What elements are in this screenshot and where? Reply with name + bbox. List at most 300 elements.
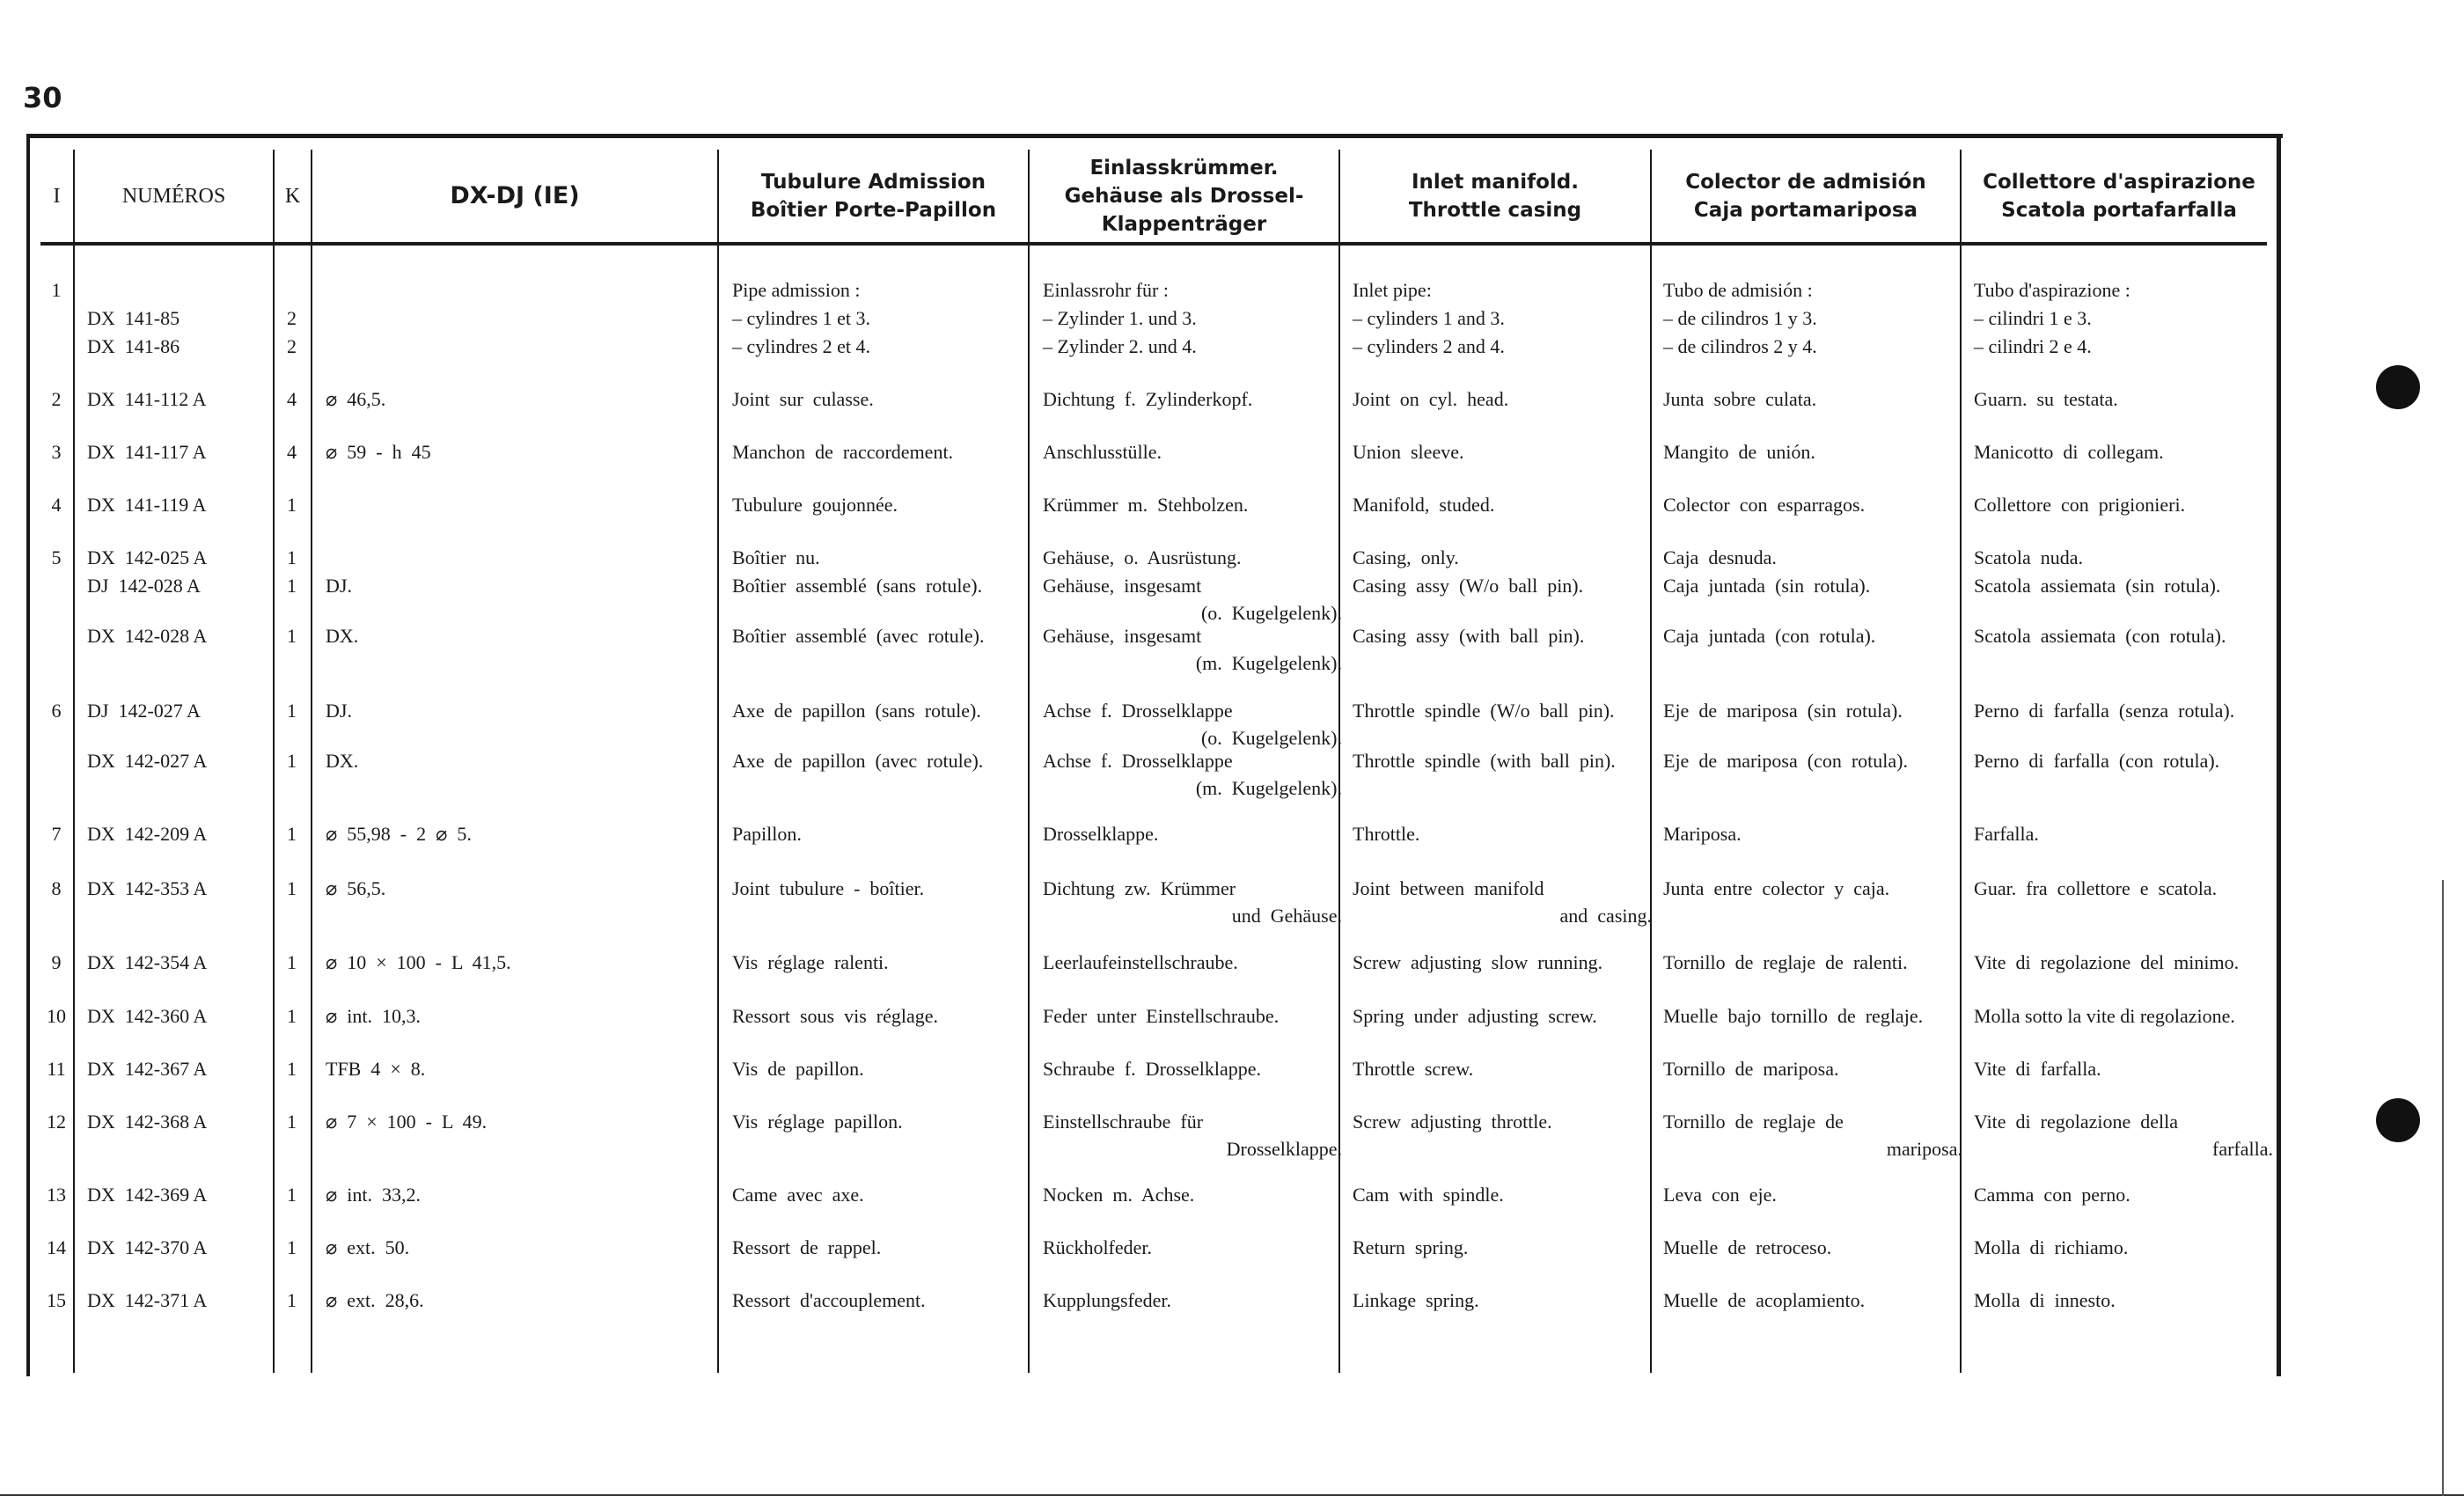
desc-fr — [732, 572, 1031, 599]
header-en-line: Throttle casing — [1408, 198, 1582, 222]
desc-es-line: Tubo de admisión : — [1663, 279, 1813, 301]
desc-de-line: Dichtung zw. Krümmer — [1043, 877, 1236, 899]
desc-en — [1353, 747, 1652, 774]
desc-de — [1043, 1002, 1342, 1030]
desc-fr-line: Axe de papillon (sans rotule). — [732, 700, 981, 722]
desc-it-line: Farfalla. — [1974, 823, 2039, 845]
desc-it — [1974, 747, 2273, 774]
part-number: DX 142-025 A — [87, 546, 208, 568]
desc-en-line: Union sleeve. — [1353, 441, 1464, 463]
desc-it-line: Molla di innesto. — [1974, 1289, 2116, 1311]
desc-de — [1043, 544, 1342, 571]
desc-de-line: und Gehäuse. — [1231, 905, 1342, 927]
desc-en-line: Spring under adjusting screw. — [1353, 1005, 1597, 1027]
desc-es — [1663, 820, 1962, 847]
desc-es — [1663, 949, 1962, 976]
quantity: 1 — [287, 575, 297, 597]
desc-fr-line: – cylindres 1 et 3. — [732, 307, 871, 329]
part-spec: DX. — [326, 625, 359, 647]
desc-en — [1353, 1287, 1652, 1314]
desc-fr — [732, 1287, 1031, 1314]
desc-es-line: Eje de mariposa (sin rotula). — [1663, 700, 1903, 722]
desc-en-line: Casing assy (W/o ball pin). — [1353, 575, 1584, 597]
desc-es-line: Muelle de acoplamiento. — [1663, 1289, 1866, 1311]
desc-fr — [732, 544, 1031, 571]
desc-de — [1043, 747, 1342, 802]
part-number: DX 142-360 A — [87, 1005, 208, 1027]
desc-es-line: Caja juntada (con rotula). — [1663, 625, 1876, 647]
desc-en-line: Throttle spindle (with ball pin). — [1353, 750, 1616, 772]
row-index: 10 — [47, 1005, 66, 1027]
desc-de-line: (o. Kugelgelenk). — [1200, 602, 1342, 624]
header-de — [1030, 150, 1338, 242]
desc-fr-line: Ressort de rappel. — [732, 1236, 882, 1258]
desc-it-line: Guarn. su testata. — [1974, 388, 2118, 410]
desc-fr-line: Ressort d'accouplement. — [732, 1289, 926, 1311]
desc-es-line: Junta sobre culata. — [1663, 388, 1817, 410]
desc-it — [1974, 1108, 2273, 1162]
column-divider — [311, 150, 312, 1373]
desc-it-line: – cilindri 2 e 4. — [1974, 335, 2092, 357]
part-spec: ⌀ 55,98 - 2 ⌀ 5. — [326, 823, 472, 845]
desc-es — [1663, 875, 1962, 902]
desc-de — [1043, 820, 1342, 847]
header-es-line: Caja portamariposa — [1693, 198, 1918, 222]
row-index: 14 — [47, 1236, 66, 1258]
desc-en-line: Throttle spindle (W/o ball pin). — [1353, 700, 1615, 722]
desc-de-line: Rückholfeder. — [1043, 1236, 1153, 1258]
desc-it — [1974, 333, 2273, 360]
row-index: 6 — [51, 700, 62, 722]
desc-es-line: mariposa. — [1886, 1138, 1962, 1160]
desc-fr — [732, 1181, 1031, 1208]
row-index: 5 — [51, 546, 62, 568]
header-rule — [40, 242, 2267, 246]
desc-de-line: (m. Kugelgelenk). — [1195, 652, 1342, 674]
desc-de-line: (m. Kugelgelenk). — [1195, 777, 1342, 799]
punch-hole — [2376, 365, 2420, 409]
desc-en-line: Joint between manifold — [1353, 877, 1544, 899]
desc-fr-line: Papillon. — [732, 823, 802, 845]
row-index: 2 — [51, 388, 62, 410]
row-index: 3 — [51, 441, 62, 463]
desc-fr-line: Tubulure goujonnée. — [732, 494, 898, 516]
desc-it — [1974, 304, 2273, 332]
desc-fr-line: Joint tubulure - boîtier. — [732, 877, 925, 899]
column-divider — [273, 150, 275, 1373]
desc-es — [1663, 1002, 1962, 1030]
desc-fr-line: Joint sur culasse. — [732, 388, 874, 410]
desc-fr — [732, 747, 1031, 774]
frame-top-rule — [28, 134, 2283, 138]
desc-en-line: Screw adjusting throttle. — [1353, 1111, 1552, 1133]
desc-de-line: Drosselklappe. — [1226, 1138, 1342, 1160]
desc-de-line: – Zylinder 2. und 4. — [1043, 335, 1197, 357]
header-k: K — [284, 184, 301, 208]
desc-es-line: Mangito de unión. — [1663, 441, 1815, 463]
header-numeros: NUMÉROS — [121, 184, 226, 208]
frame-left-rule — [26, 134, 30, 1376]
desc-fr — [732, 438, 1031, 466]
desc-fr — [732, 622, 1031, 649]
desc-es — [1663, 276, 1962, 304]
desc-en — [1353, 304, 1652, 332]
desc-en — [1353, 491, 1652, 518]
desc-de — [1043, 304, 1342, 332]
desc-fr — [732, 491, 1031, 518]
desc-it — [1974, 491, 2273, 518]
quantity: 2 — [287, 307, 297, 329]
header-model: DX-DJ (IE) — [450, 181, 580, 209]
row-index: 8 — [51, 877, 62, 899]
desc-es — [1663, 1181, 1962, 1208]
desc-fr — [732, 820, 1031, 847]
header-it-line: Scatola portafarfalla — [2001, 198, 2237, 222]
desc-de-line: – Zylinder 1. und 3. — [1043, 307, 1197, 329]
desc-fr — [732, 385, 1031, 413]
desc-de — [1043, 949, 1342, 976]
desc-en — [1353, 697, 1652, 724]
desc-de — [1043, 875, 1342, 929]
header-de-line: Einlasskrümmer. — [1089, 156, 1279, 180]
desc-de-line: (o. Kugelgelenk). — [1200, 727, 1342, 749]
desc-de-line: Achse f. Drosselklappe — [1043, 700, 1233, 722]
quantity: 4 — [287, 441, 297, 463]
desc-de-line: Gehäuse, insgesamt — [1043, 625, 1202, 647]
desc-es-line: Colector con esparragos. — [1663, 494, 1866, 516]
quantity: 1 — [287, 750, 297, 772]
desc-it-line: Molla sotto la vite di regolazione. — [1974, 1005, 2235, 1027]
quantity: 1 — [287, 625, 297, 647]
quantity: 1 — [287, 1005, 297, 1027]
desc-es — [1663, 544, 1962, 571]
part-spec: ⌀ int. 10,3. — [326, 1005, 421, 1027]
desc-en-line: Screw adjusting slow running. — [1353, 951, 1603, 973]
desc-de — [1043, 697, 1342, 752]
part-spec: ⌀ ext. 50. — [326, 1236, 410, 1258]
part-number: DX 142-367 A — [87, 1058, 208, 1080]
desc-de-line: Nocken m. Achse. — [1043, 1184, 1195, 1206]
desc-en-line: Inlet pipe: — [1353, 279, 1432, 301]
desc-en — [1353, 1002, 1652, 1030]
quantity: 1 — [287, 823, 297, 845]
desc-fr-line: Axe de papillon (avec rotule). — [732, 750, 984, 772]
quantity: 1 — [287, 700, 297, 722]
part-number: DJ 142-028 A — [87, 575, 201, 597]
desc-en-line: Casing, only. — [1353, 546, 1459, 568]
desc-de — [1043, 333, 1342, 360]
desc-it-line: Perno di farfalla (senza rotula). — [1974, 700, 2235, 722]
part-spec: ⌀ ext. 28,6. — [326, 1289, 424, 1311]
desc-es — [1663, 385, 1962, 413]
desc-it — [1974, 572, 2273, 599]
desc-de-line: Kupplungsfeder. — [1043, 1289, 1172, 1311]
desc-fr-line: Pipe admission : — [732, 279, 861, 301]
desc-fr-line: Came avec axe. — [732, 1184, 864, 1206]
header-es — [1652, 150, 1960, 242]
desc-en — [1353, 949, 1652, 976]
desc-en — [1353, 572, 1652, 599]
desc-fr-line: Vis réglage papillon. — [732, 1111, 903, 1133]
desc-de — [1043, 1234, 1342, 1261]
row-index: 9 — [51, 951, 62, 973]
part-number: DX 142-370 A — [87, 1236, 208, 1258]
part-spec: ⌀ 59 - h 45 — [326, 441, 431, 463]
desc-de — [1043, 276, 1342, 304]
desc-fr-line: – cylindres 2 et 4. — [732, 335, 871, 357]
desc-en-line: Throttle. — [1353, 823, 1420, 845]
desc-en-line: Cam with spindle. — [1353, 1184, 1504, 1206]
desc-en — [1353, 276, 1652, 304]
desc-en — [1353, 333, 1652, 360]
desc-fr — [732, 1002, 1031, 1030]
desc-de-line: Gehäuse, insgesamt — [1043, 575, 1202, 597]
desc-fr-line: Boîtier assemblé (sans rotule). — [732, 575, 983, 597]
desc-en-line: and casing. — [1559, 905, 1652, 927]
desc-de-line: Drosselklappe. — [1043, 823, 1159, 845]
header-it-line: Collettore d'aspirazione — [1983, 170, 2255, 194]
desc-en — [1353, 622, 1652, 649]
desc-es — [1663, 1234, 1962, 1261]
desc-fr — [732, 949, 1031, 976]
desc-es — [1663, 747, 1962, 774]
header-fr-line: Boîtier Porte-Papillon — [750, 198, 997, 222]
desc-de — [1043, 572, 1342, 627]
desc-de — [1043, 438, 1342, 466]
desc-it-line: Tubo d'aspirazione : — [1974, 279, 2130, 301]
quantity: 4 — [287, 388, 297, 410]
quantity: 1 — [287, 877, 297, 899]
part-number: DX 142-209 A — [87, 823, 208, 845]
desc-it — [1974, 697, 2273, 724]
desc-en — [1353, 1108, 1652, 1135]
row-index: 13 — [47, 1184, 66, 1206]
desc-fr-line: Boîtier assemblé (avec rotule). — [732, 625, 985, 647]
desc-it-line: Scatola assiemata (sin rotula). — [1974, 575, 2221, 597]
desc-de-line: Anschlusstülle. — [1043, 441, 1162, 463]
desc-es — [1663, 491, 1962, 518]
quantity: 2 — [287, 335, 297, 357]
row-index: 1 — [51, 279, 62, 301]
desc-it-line: Scatola nuda. — [1974, 546, 2084, 568]
part-number: DX 141-85 — [87, 307, 180, 329]
desc-es-line: Caja juntada (sin rotula). — [1663, 575, 1871, 597]
desc-fr — [732, 875, 1031, 902]
desc-fr — [732, 276, 1031, 304]
header-de-line: Gehäuse als Drossel- — [1064, 184, 1304, 208]
page-number: 30 — [23, 81, 62, 114]
desc-en — [1353, 1055, 1652, 1082]
quantity: 1 — [287, 1289, 297, 1311]
desc-fr — [732, 1234, 1031, 1261]
desc-en — [1353, 875, 1652, 929]
desc-it — [1974, 875, 2273, 902]
part-spec: ⌀ int. 33,2. — [326, 1184, 421, 1206]
desc-es — [1663, 1055, 1962, 1082]
desc-it — [1974, 544, 2273, 571]
desc-en — [1353, 1234, 1652, 1261]
desc-en — [1353, 438, 1652, 466]
desc-de — [1043, 1108, 1342, 1162]
desc-en — [1353, 544, 1652, 571]
column-divider — [73, 150, 75, 1373]
desc-es — [1663, 697, 1962, 724]
desc-it-line: Vite di regolazione della — [1974, 1111, 2179, 1133]
desc-es — [1663, 304, 1962, 332]
desc-it — [1974, 622, 2273, 649]
desc-es-line: Tornillo de reglaje de — [1663, 1111, 1844, 1133]
desc-en — [1353, 385, 1652, 413]
desc-de — [1043, 1055, 1342, 1082]
row-index: 12 — [47, 1111, 66, 1133]
desc-de — [1043, 491, 1342, 518]
desc-fr — [732, 333, 1031, 360]
desc-it — [1974, 1234, 2273, 1261]
part-number: DX 142-368 A — [87, 1111, 208, 1133]
desc-de-line: Einstellschraube für — [1043, 1111, 1204, 1133]
header-en — [1340, 150, 1650, 242]
desc-it — [1974, 1055, 2273, 1082]
row-index: 11 — [47, 1058, 66, 1080]
row-index: 15 — [47, 1289, 66, 1311]
part-spec: DJ. — [326, 575, 352, 597]
column-divider — [717, 150, 719, 1373]
desc-it-line: Perno di farfalla (con rotula). — [1974, 750, 2220, 772]
desc-es — [1663, 438, 1962, 466]
desc-fr-line: Manchon de raccordement. — [732, 441, 954, 463]
desc-it-line: Camma con perno. — [1974, 1184, 2130, 1206]
desc-fr — [732, 697, 1031, 724]
row-index: 7 — [51, 823, 62, 845]
desc-de-line: Schraube f. Drosselklappe. — [1043, 1058, 1262, 1080]
punch-hole — [2376, 1098, 2420, 1142]
desc-en — [1353, 1181, 1652, 1208]
header-index: I — [53, 184, 61, 208]
desc-en-line: Throttle screw. — [1353, 1058, 1474, 1080]
desc-it — [1974, 276, 2273, 304]
quantity: 1 — [287, 546, 297, 568]
desc-es-line: Caja desnuda. — [1663, 546, 1777, 568]
desc-it-line: Vite di regolazione del minimo. — [1974, 951, 2240, 973]
desc-en-line: – cylinders 2 and 4. — [1353, 335, 1505, 357]
row-index: 4 — [51, 494, 62, 516]
desc-fr-line: Boîtier nu. — [732, 546, 820, 568]
desc-en-line: – cylinders 1 and 3. — [1353, 307, 1505, 329]
part-spec: ⌀ 7 × 100 - L 49. — [326, 1111, 488, 1133]
part-number: DX 142-371 A — [87, 1289, 208, 1311]
desc-es — [1663, 1108, 1962, 1162]
header-es-line: Colector de admisión — [1685, 170, 1926, 194]
desc-de — [1043, 622, 1342, 677]
desc-fr — [732, 1108, 1031, 1135]
desc-it-line: Molla di richiamo. — [1974, 1236, 2129, 1258]
desc-de — [1043, 1181, 1342, 1208]
desc-es — [1663, 572, 1962, 599]
desc-es-line: Leva con eje. — [1663, 1184, 1777, 1206]
quantity: 1 — [287, 494, 297, 516]
desc-en-line: Return spring. — [1353, 1236, 1469, 1258]
part-number: DX 141-86 — [87, 335, 180, 357]
desc-es — [1663, 1287, 1962, 1314]
desc-en-line: Joint on cyl. head. — [1353, 388, 1509, 410]
desc-de — [1043, 385, 1342, 413]
desc-de-line: Dichtung f. Zylinderkopf. — [1043, 388, 1253, 410]
desc-en-line: Manifold, studed. — [1353, 494, 1495, 516]
desc-es — [1663, 333, 1962, 360]
desc-it-line: – cilindri 1 e 3. — [1974, 307, 2092, 329]
quantity: 1 — [287, 951, 297, 973]
desc-en-line: Linkage spring. — [1353, 1289, 1479, 1311]
desc-it — [1974, 1287, 2273, 1314]
desc-es-line: Eje de mariposa (con rotula). — [1663, 750, 1908, 772]
desc-en — [1353, 820, 1652, 847]
desc-es-line: Muelle de retroceso. — [1663, 1236, 1832, 1258]
quantity: 1 — [287, 1184, 297, 1206]
desc-es-line: – de cilindros 2 y 4. — [1663, 335, 1817, 357]
part-number: DX 142-028 A — [87, 625, 208, 647]
desc-it — [1974, 438, 2273, 466]
desc-de-line: Feder unter Einstellschraube. — [1043, 1005, 1280, 1027]
desc-it — [1974, 949, 2273, 976]
desc-es-line: – de cilindros 1 y 3. — [1663, 307, 1817, 329]
desc-es — [1663, 622, 1962, 649]
part-number: DJ 142-027 A — [87, 700, 201, 722]
desc-it-line: Guar. fra collettore e scatola. — [1974, 877, 2218, 899]
quantity: 1 — [287, 1111, 297, 1133]
quantity: 1 — [287, 1236, 297, 1258]
part-number: DX 142-369 A — [87, 1184, 208, 1206]
desc-it-line: Scatola assiemata (con rotula). — [1974, 625, 2226, 647]
header-fr-line: Tubulure Admission — [760, 170, 986, 194]
desc-de-line: Einlassrohr für : — [1043, 279, 1169, 301]
part-spec: DJ. — [326, 700, 352, 722]
desc-it-line: Vite di farfalla. — [1974, 1058, 2101, 1080]
desc-de — [1043, 1287, 1342, 1314]
desc-de-line: Leerlaufeinstellschraube. — [1043, 951, 1238, 973]
desc-it — [1974, 820, 2273, 847]
part-number: DX 141-117 A — [87, 441, 207, 463]
desc-fr-line: Vis réglage ralenti. — [732, 951, 889, 973]
desc-it — [1974, 1181, 2273, 1208]
desc-it — [1974, 385, 2273, 413]
desc-it — [1974, 1002, 2273, 1030]
part-number: DX 142-354 A — [87, 951, 208, 973]
header-de-line: Klappenträger — [1101, 212, 1267, 236]
desc-it-line: Collettore con prigionieri. — [1974, 494, 2186, 516]
desc-es-line: Mariposa. — [1663, 823, 1742, 845]
part-spec: ⌀ 10 × 100 - L 41,5. — [326, 951, 511, 973]
part-spec: ⌀ 46,5. — [326, 388, 386, 410]
quantity: 1 — [287, 1058, 297, 1080]
desc-de-line: Gehäuse, o. Ausrüstung. — [1043, 546, 1242, 568]
desc-es-line: Muelle bajo tornillo de reglaje. — [1663, 1005, 1924, 1027]
part-spec: TFB 4 × 8. — [326, 1058, 426, 1080]
desc-es-line: Tornillo de mariposa. — [1663, 1058, 1839, 1080]
desc-de-line: Krümmer m. Stehbolzen. — [1043, 494, 1249, 516]
part-number: DX 142-027 A — [87, 750, 208, 772]
header-it — [1962, 150, 2277, 242]
frame-right-rule — [2277, 134, 2281, 1376]
desc-fr — [732, 1055, 1031, 1082]
desc-fr — [732, 304, 1031, 332]
desc-es-line: Junta entre colector y caja. — [1663, 877, 1890, 899]
part-number: DX 141-112 A — [87, 388, 207, 410]
header-en-line: Inlet manifold. — [1411, 170, 1580, 194]
part-spec: ⌀ 56,5. — [326, 877, 386, 899]
desc-it-line: Manicotto di collegam. — [1974, 441, 2164, 463]
part-number: DX 142-353 A — [87, 877, 208, 899]
desc-fr-line: Vis de papillon. — [732, 1058, 864, 1080]
